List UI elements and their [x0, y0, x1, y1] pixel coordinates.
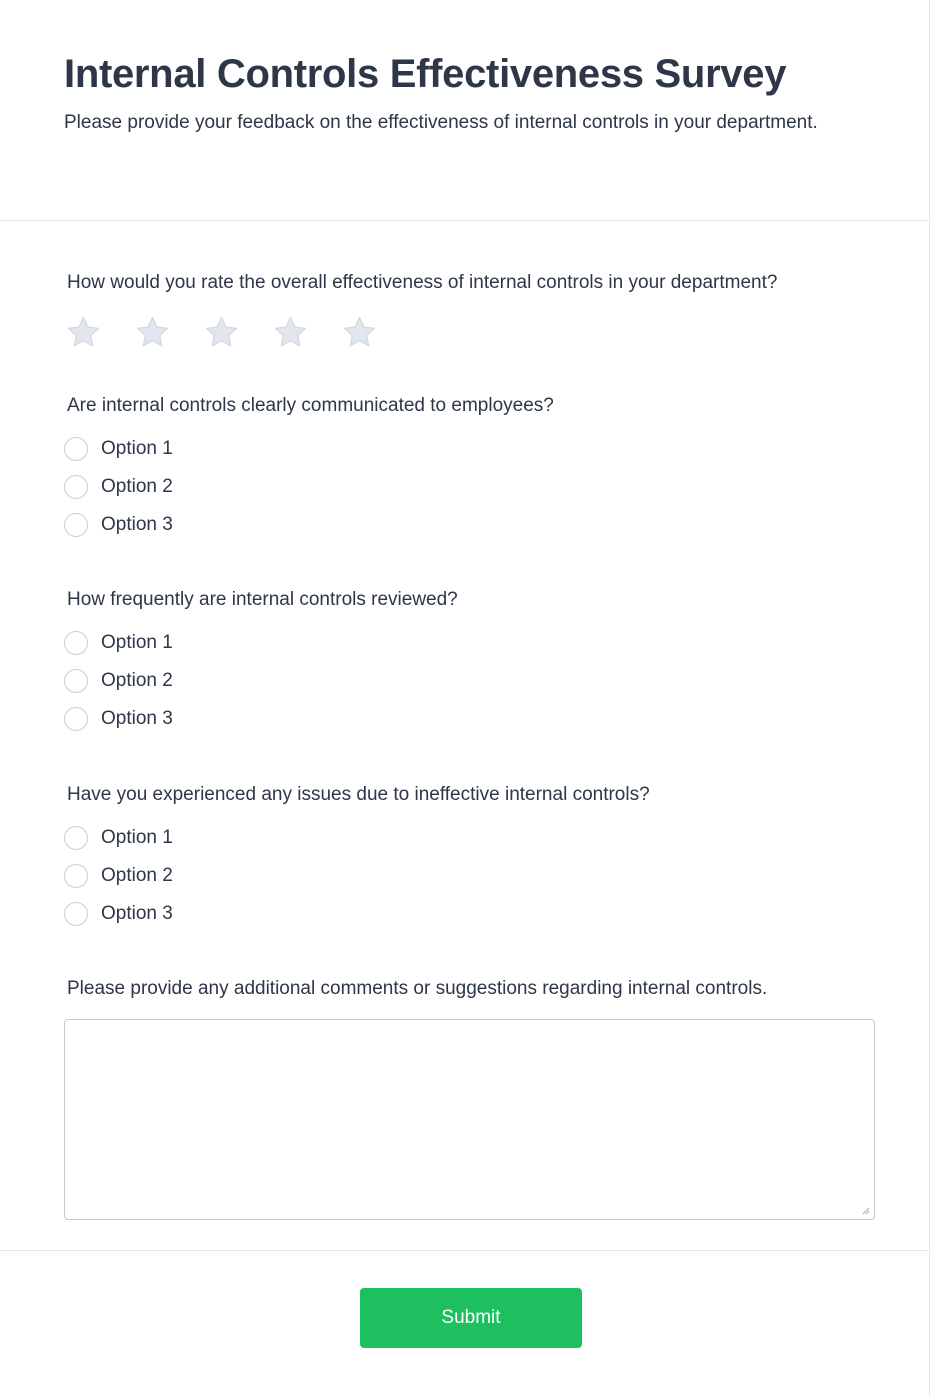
- radio-option[interactable]: Option 1: [64, 819, 173, 857]
- page-title: Internal Controls Effectiveness Survey: [64, 52, 787, 96]
- radio-button[interactable]: [64, 669, 88, 693]
- question-comments-label: Please provide any additional comments or suggestions regarding internal controls.: [67, 978, 768, 999]
- radio-option[interactable]: Option 1: [64, 430, 173, 468]
- star-icon[interactable]: [133, 313, 172, 352]
- page-subtitle: Please provide your feedback on the effectiveness of internal controls in your department.: [64, 112, 818, 133]
- radio-option[interactable]: Option 3: [64, 895, 173, 933]
- radio-group-issues: [64, 819, 173, 933]
- radio-button[interactable]: [64, 707, 88, 731]
- footer-divider: [0, 1250, 929, 1251]
- radio-option[interactable]: Option 1: [64, 624, 173, 662]
- radio-button[interactable]: [64, 826, 88, 850]
- question-issues-label: Have you experienced any issues due to ineffective internal controls?: [67, 784, 650, 805]
- radio-button[interactable]: [64, 902, 88, 926]
- star-icon[interactable]: [64, 313, 103, 352]
- radio-option[interactable]: Option 2: [64, 857, 173, 895]
- star-icon[interactable]: [202, 313, 241, 352]
- radio-button[interactable]: [64, 631, 88, 655]
- question-rating-label: How would you rate the overall effectiveness of internal controls in your department?: [67, 272, 778, 293]
- radio-button[interactable]: [64, 513, 88, 537]
- radio-option[interactable]: Option 2: [64, 468, 173, 506]
- question-review-frequency-label: How frequently are internal controls reviewed?: [67, 589, 458, 610]
- star-icon[interactable]: [340, 313, 379, 352]
- radio-option[interactable]: Option 2: [64, 662, 173, 700]
- submit-button[interactable]: Submit: [360, 1288, 582, 1348]
- radio-button[interactable]: [64, 864, 88, 888]
- radio-button[interactable]: [64, 475, 88, 499]
- star-rating: [64, 313, 379, 352]
- radio-group-review-frequency: [64, 624, 173, 738]
- radio-option[interactable]: Option 3: [64, 700, 173, 738]
- radio-option[interactable]: Option 3: [64, 506, 173, 544]
- star-icon[interactable]: [271, 313, 310, 352]
- radio-button[interactable]: [64, 437, 88, 461]
- resize-handle-icon[interactable]: [861, 1206, 870, 1215]
- comments-textarea[interactable]: [64, 1019, 875, 1220]
- radio-group-communication: [64, 430, 173, 544]
- question-communication-label: Are internal controls clearly communicated to employees?: [67, 395, 554, 416]
- survey-header: [0, 0, 929, 221]
